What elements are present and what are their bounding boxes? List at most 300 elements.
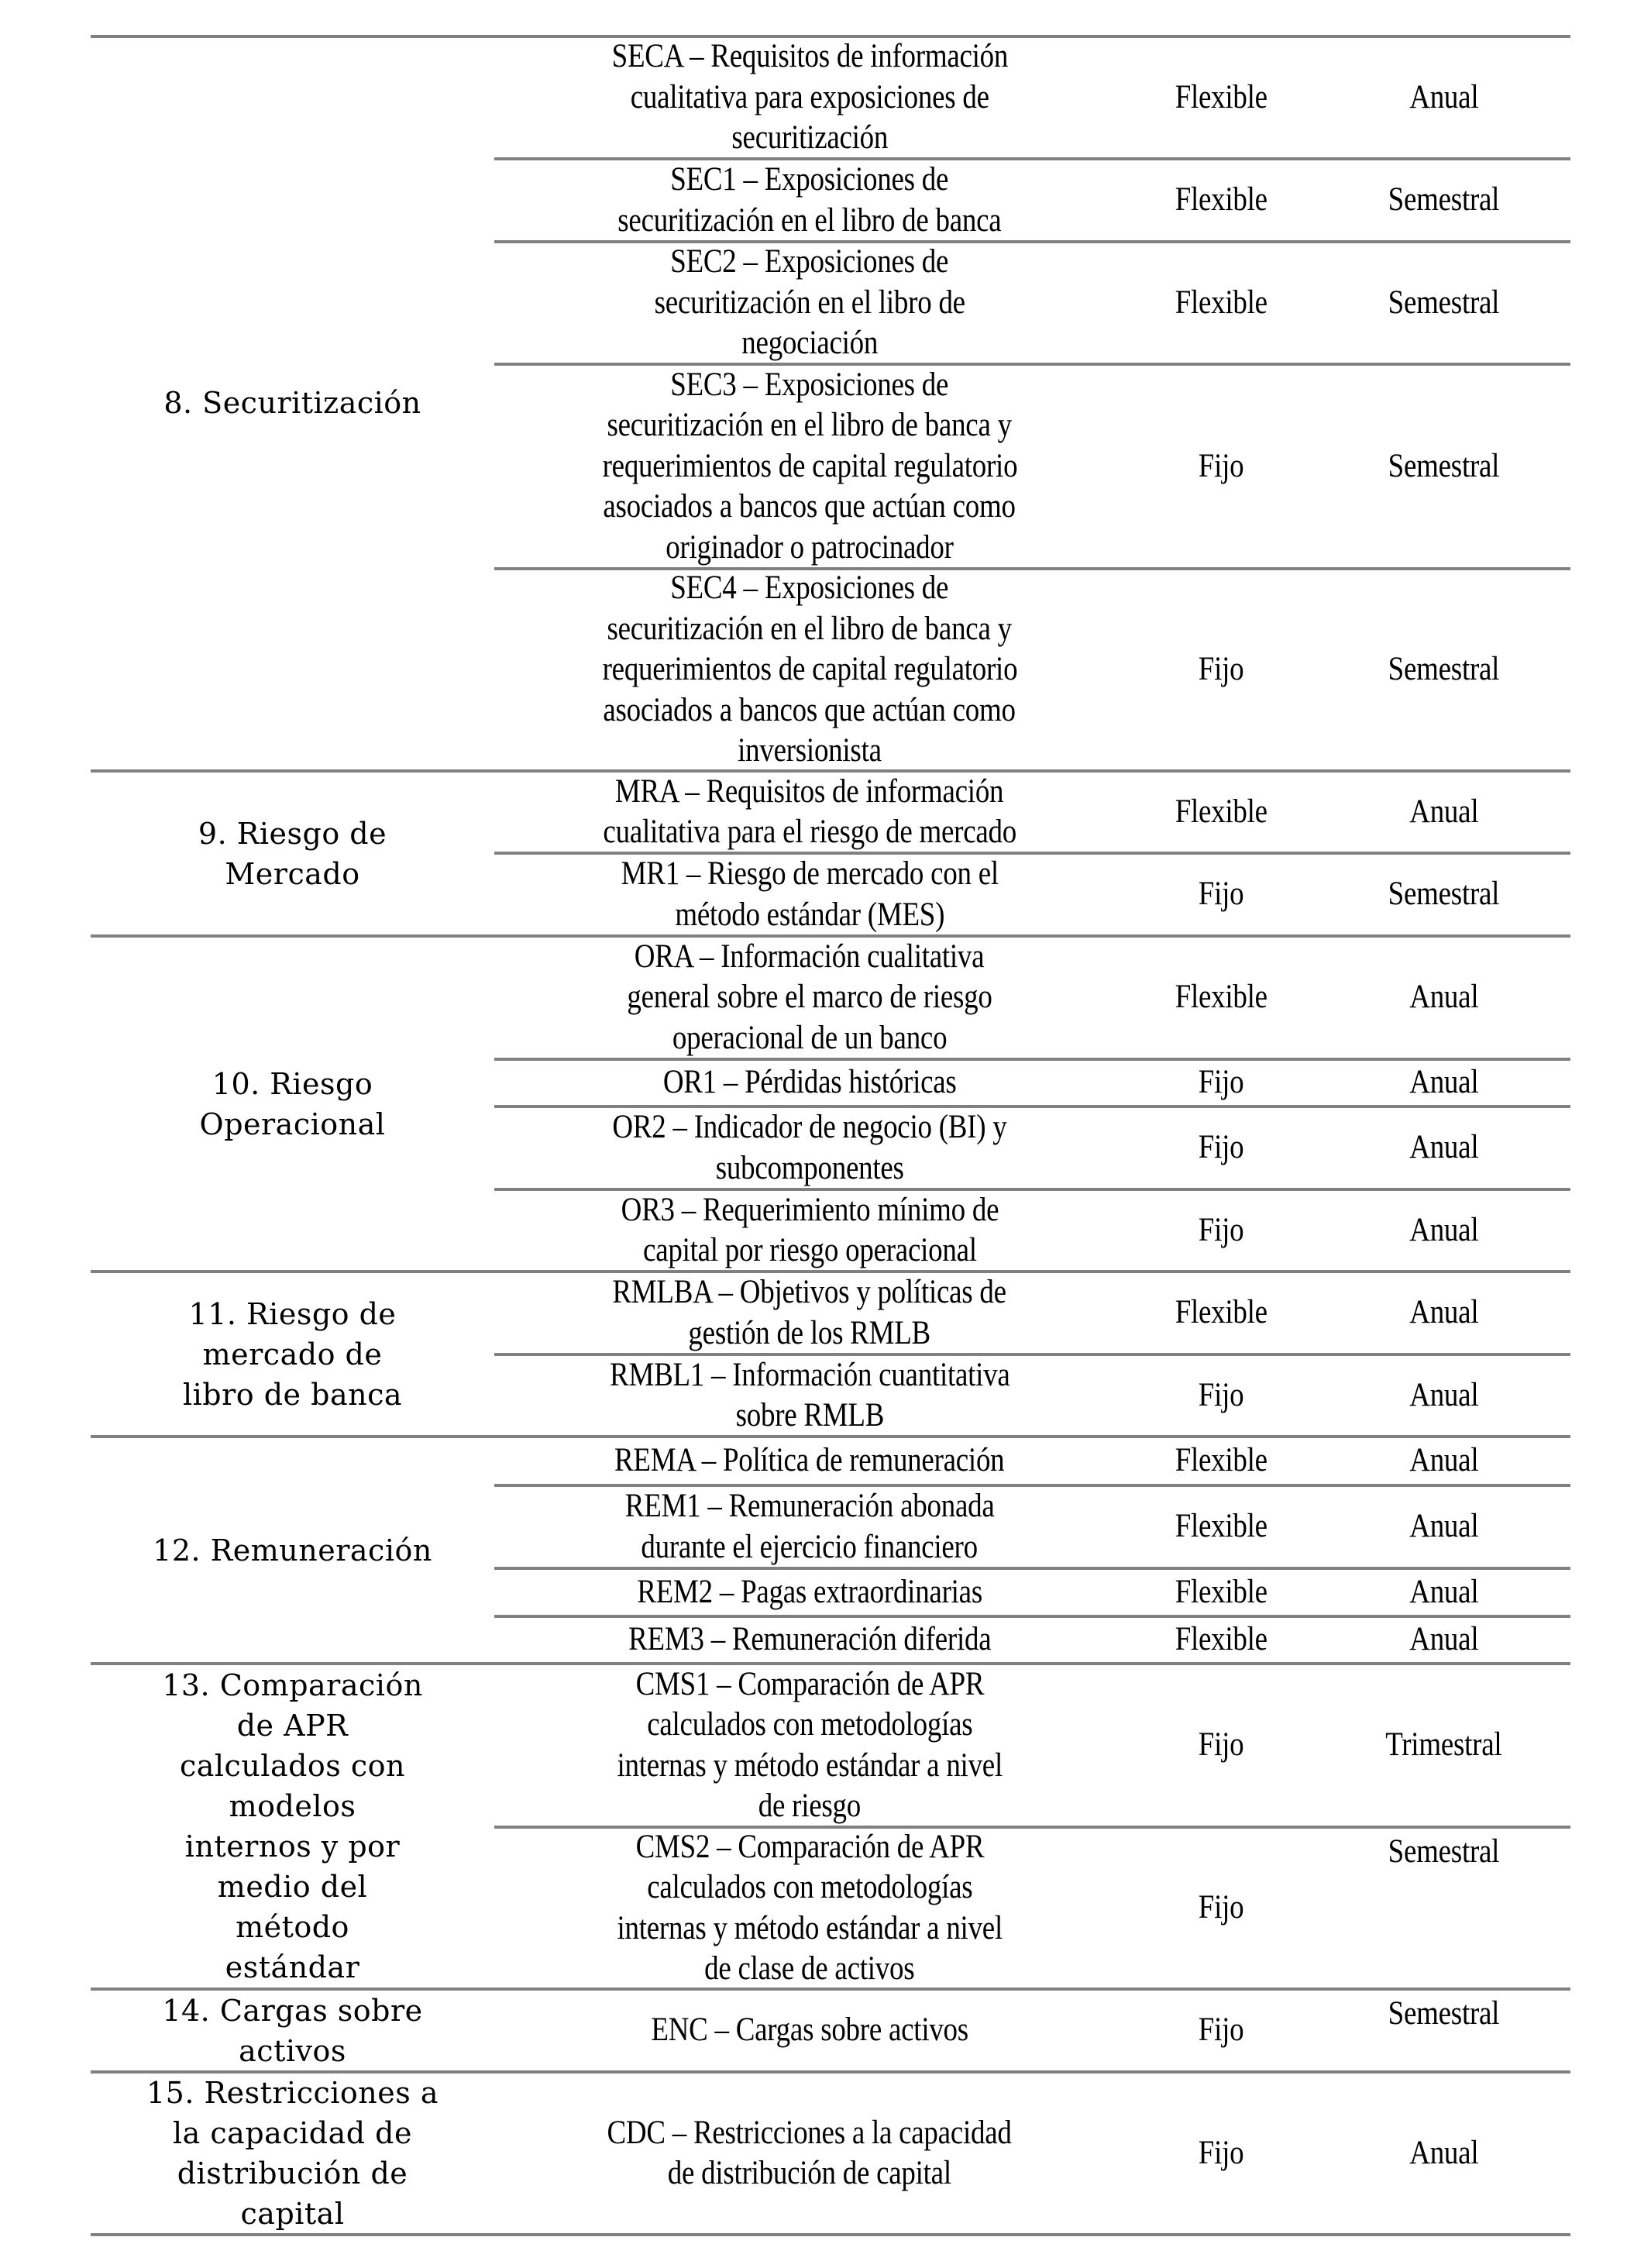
text-line xyxy=(625,2010,994,2051)
requirement-cell xyxy=(494,1568,1125,1616)
text-line xyxy=(185,1826,400,1867)
group-divider xyxy=(91,2233,1570,2236)
text-line xyxy=(229,1786,356,1826)
text-line xyxy=(648,568,971,609)
group-label xyxy=(91,2072,494,2235)
text-line-content: ORA – Información cualitativa xyxy=(635,938,985,975)
text-line xyxy=(599,1619,1020,1661)
text-line-content: RMBL1 – Información cuantitativa xyxy=(609,1356,1010,1393)
format-cell xyxy=(1125,242,1317,364)
format-value xyxy=(1195,1210,1247,1251)
frequency-value xyxy=(1379,1994,1508,2035)
format-cell xyxy=(1125,1272,1317,1354)
text-line-content: durante el ejercicio financiero xyxy=(641,1528,979,1565)
text-line xyxy=(724,1396,896,1437)
text-line-content: 14. Cargas sobre xyxy=(162,1993,423,2028)
requirement-cell xyxy=(494,1485,1125,1568)
format-value xyxy=(1168,1572,1275,1613)
format-value xyxy=(1168,283,1275,324)
text-line-content: securitización en el libro de banca y xyxy=(607,407,1013,444)
requirement-cell xyxy=(494,1827,1125,1989)
frequency-value xyxy=(1404,1127,1484,1168)
text-line xyxy=(173,2113,412,2153)
text-line-content: calculados con xyxy=(179,1749,406,1783)
text-line-content: Mercado xyxy=(225,856,360,891)
frequency-text: Anual xyxy=(1409,979,1479,1016)
text-line-content: inversionista xyxy=(738,732,882,769)
text-line-content: mercado de xyxy=(202,1337,383,1371)
text-line-content: general sobre el marco de riesgo xyxy=(627,979,992,1016)
text-line xyxy=(601,77,1018,119)
frequency-text: Anual xyxy=(1409,1294,1479,1331)
format-value xyxy=(1195,446,1247,487)
text-line xyxy=(590,1190,1030,1231)
frequency-text: Trimestral xyxy=(1385,1726,1502,1764)
text-line-content: Operacional xyxy=(199,1106,386,1141)
format-cell xyxy=(1125,1568,1317,1616)
text-line xyxy=(595,1486,1024,1527)
frequency-cell xyxy=(1317,1189,1570,1272)
requirement-cell xyxy=(494,1989,1125,2072)
frequency-text: Semestral xyxy=(1388,447,1500,484)
requirement-cell xyxy=(494,36,1125,159)
frequency-text: Semestral xyxy=(1388,181,1500,219)
frequency-value xyxy=(1379,446,1508,487)
frequency-text: Anual xyxy=(1409,1064,1479,1101)
text-line-content: MR1 – Riesgo de mercado con el xyxy=(621,855,999,892)
text-line xyxy=(648,160,971,201)
text-line xyxy=(719,118,901,159)
format-text: Flexible xyxy=(1175,1573,1267,1610)
frequency-cell xyxy=(1317,1272,1570,1354)
format-text: Fijo xyxy=(1198,1889,1244,1926)
text-line xyxy=(236,1907,349,1947)
text-line xyxy=(212,1064,373,1104)
frequency-text: Anual xyxy=(1409,1442,1479,1479)
text-line-content: internas y método estándar a nivel xyxy=(617,1747,1003,1784)
frequency-value xyxy=(1404,2133,1484,2174)
text-line-content: SEC1 – Exposiciones de xyxy=(670,161,949,198)
text-line xyxy=(574,405,1044,446)
requirement-cell xyxy=(494,242,1125,364)
frequency-text: Anual xyxy=(1409,1508,1479,1545)
format-text: Fijo xyxy=(1198,2012,1244,2049)
text-line-content: 12. Remuneración xyxy=(153,1533,432,1568)
requirement-cell xyxy=(494,771,1125,853)
frequency-text: Semestral xyxy=(1388,1833,1500,1870)
text-line xyxy=(597,977,1022,1018)
requirement-cell xyxy=(494,1664,1125,1827)
text-line-content: operacional de un banco xyxy=(672,1019,948,1056)
text-line xyxy=(687,1949,931,1990)
group-label xyxy=(91,1272,494,1437)
format-text: Fijo xyxy=(1198,1726,1244,1764)
text-line xyxy=(642,528,977,569)
frequency-cell xyxy=(1317,853,1570,936)
frequency-value xyxy=(1404,1440,1484,1482)
frequency-text: Anual xyxy=(1409,1376,1479,1413)
frequency-text: Semestral xyxy=(1388,1995,1500,2032)
text-line-content: requerimientos de capital regulatorio xyxy=(602,651,1017,688)
text-line xyxy=(700,1148,919,1189)
text-line xyxy=(183,1375,402,1415)
requirement-cell xyxy=(494,853,1125,936)
format-cell xyxy=(1125,1106,1317,1189)
text-line-content: OR3 – Requerimiento mínimo de xyxy=(621,1191,999,1228)
text-line xyxy=(225,1947,360,1988)
text-line xyxy=(580,1107,1039,1148)
text-line xyxy=(607,1664,1013,1705)
text-line xyxy=(590,854,1030,895)
format-cell xyxy=(1125,1485,1317,1568)
frequency-value xyxy=(1376,1725,1512,1766)
text-line-content: SEC2 – Exposiciones de xyxy=(670,243,949,280)
format-cell xyxy=(1125,569,1317,771)
requirement-cell xyxy=(494,936,1125,1059)
text-line xyxy=(198,814,387,854)
text-line-content: calculados con metodologías xyxy=(646,1869,973,1905)
text-line-content: OR1 – Pérdidas históricas xyxy=(662,1064,957,1101)
text-line xyxy=(583,1440,1036,1482)
text-line xyxy=(237,1705,349,1746)
format-value xyxy=(1168,1506,1275,1547)
text-line-content: SEC4 – Exposiciones de xyxy=(670,570,949,607)
frequency-cell xyxy=(1317,2072,1570,2235)
requirement-cell xyxy=(494,159,1125,242)
frequency-cell xyxy=(1317,936,1570,1059)
format-value xyxy=(1168,77,1275,119)
requirement-cell xyxy=(494,1616,1125,1664)
frequency-value xyxy=(1379,649,1508,690)
format-cell xyxy=(1125,853,1317,936)
group-label xyxy=(91,1664,494,1989)
text-line-content: securitización en el libro de xyxy=(654,284,965,321)
text-line xyxy=(153,1530,432,1571)
frequency-cell xyxy=(1317,159,1570,242)
frequency-cell xyxy=(1317,1485,1570,1568)
group-label xyxy=(91,364,494,442)
text-line xyxy=(639,1062,980,1103)
format-text: Fijo xyxy=(1198,1064,1244,1101)
frequency-value xyxy=(1404,1292,1484,1334)
frequency-text: Anual xyxy=(1409,1573,1479,1610)
format-value xyxy=(1195,1888,1247,1929)
text-line-content: cualitativa para exposiciones de xyxy=(630,78,989,115)
requirement-cell xyxy=(494,1272,1125,1354)
text-line xyxy=(569,487,1049,528)
frequency-value xyxy=(1379,1832,1508,1873)
text-line xyxy=(586,1746,1034,1787)
text-line-content: asociados a bancos que actúan como xyxy=(603,691,1016,728)
format-value xyxy=(1195,2010,1247,2051)
frequency-text: Semestral xyxy=(1388,651,1500,688)
text-line xyxy=(614,1527,1005,1568)
text-line-content: asociados a bancos que actúan como xyxy=(603,488,1016,525)
text-line-content: de APR xyxy=(236,1709,349,1743)
format-text: Fijo xyxy=(1198,2134,1244,2171)
frequency-value xyxy=(1404,1062,1484,1103)
text-line xyxy=(218,1867,367,1907)
text-line xyxy=(586,201,1033,242)
format-value xyxy=(1195,1127,1247,1168)
text-line-content: calculados con metodologías xyxy=(646,1706,973,1743)
text-line-content: 11. Riesgo de xyxy=(188,1296,397,1331)
text-line-content: medio del xyxy=(217,1870,368,1904)
format-text: Flexible xyxy=(1175,1294,1267,1331)
text-line-content: 13. Comparación xyxy=(162,1668,423,1702)
text-line-content: negociación xyxy=(741,325,878,362)
text-line xyxy=(731,323,889,364)
frequency-value xyxy=(1404,1506,1484,1547)
frequency-text: Anual xyxy=(1409,78,1479,115)
text-line xyxy=(616,1230,1004,1272)
text-line-content: capital por riesgo operacional xyxy=(642,1232,977,1268)
frequency-text: Anual xyxy=(1409,2134,1479,2171)
text-line xyxy=(629,283,990,324)
requirement-cell xyxy=(494,1354,1125,1437)
group-label xyxy=(91,771,494,936)
text-line xyxy=(586,1908,1034,1950)
text-line-content: libro de banca xyxy=(182,1377,403,1412)
text-line xyxy=(669,1313,950,1354)
text-line-content: securitización xyxy=(731,119,888,157)
text-line xyxy=(574,2113,1044,2154)
text-line-content: modelos xyxy=(229,1789,356,1823)
format-cell xyxy=(1125,1354,1317,1437)
format-value xyxy=(1195,1725,1247,1766)
frequency-cell xyxy=(1317,1832,1570,1994)
group-label xyxy=(91,936,494,1272)
frequency-value xyxy=(1404,77,1484,119)
format-cell xyxy=(1125,1437,1317,1485)
text-line-content: 10. Riesgo xyxy=(212,1066,373,1101)
format-text: Flexible xyxy=(1175,1442,1267,1479)
requirement-cell xyxy=(494,2072,1125,2235)
frequency-text: Anual xyxy=(1409,793,1479,830)
format-value xyxy=(1195,649,1247,690)
frequency-cell xyxy=(1317,1059,1570,1106)
text-line xyxy=(239,2031,346,2071)
frequency-cell xyxy=(1317,1994,1570,2077)
text-line-content: REMA – Política de remuneración xyxy=(614,1442,1005,1479)
text-line-content: RMLBA – Objetivos y políticas de xyxy=(612,1274,1007,1310)
frequency-cell xyxy=(1317,1568,1570,1616)
frequency-cell xyxy=(1317,242,1570,364)
format-cell xyxy=(1125,1189,1317,1272)
text-line-content: requerimientos de capital regulatorio xyxy=(602,447,1017,484)
frequency-value xyxy=(1404,1210,1484,1251)
format-value xyxy=(1195,1375,1247,1416)
format-cell xyxy=(1125,2072,1317,2235)
format-cell xyxy=(1125,1989,1317,2072)
frequency-cell xyxy=(1317,1664,1570,1827)
frequency-cell xyxy=(1317,36,1570,159)
text-line-content: CMS2 – Comparación de APR xyxy=(635,1828,984,1865)
text-line xyxy=(163,383,421,423)
text-line-content: distribución de xyxy=(177,2156,408,2191)
format-cell xyxy=(1125,1827,1317,1989)
requirement-cell xyxy=(494,1437,1125,1485)
text-line xyxy=(225,854,359,894)
frequency-value xyxy=(1379,283,1508,324)
format-text: Flexible xyxy=(1175,793,1267,830)
format-value xyxy=(1195,1062,1247,1103)
text-line-content: internos y por xyxy=(184,1829,401,1864)
format-value xyxy=(1195,2133,1247,2174)
frequency-value xyxy=(1404,792,1484,833)
text-line-content: subcomponentes xyxy=(715,1149,904,1186)
text-line xyxy=(648,365,971,406)
frequency-cell xyxy=(1317,1616,1570,1664)
text-line-content: securitización en el libro de banca y xyxy=(607,610,1013,647)
format-value xyxy=(1168,180,1275,221)
frequency-value xyxy=(1379,180,1508,221)
text-line-content: método estándar (MES) xyxy=(675,896,944,933)
text-line-content: originador o patrocinador xyxy=(666,528,954,566)
frequency-cell xyxy=(1317,1106,1570,1189)
text-line-content: REM3 – Remuneración diferida xyxy=(628,1621,992,1658)
text-line xyxy=(606,937,1013,978)
format-cell xyxy=(1125,36,1317,159)
text-line xyxy=(607,1827,1013,1868)
text-line-content: estándar xyxy=(225,1950,360,1984)
text-line-content: de riesgo xyxy=(758,1788,862,1824)
text-line-content: de clase de activos xyxy=(704,1950,915,1987)
format-text: Fijo xyxy=(1198,1129,1244,1166)
requirement-cell xyxy=(494,1106,1125,1189)
text-line-content: SECA – Requisitos de información xyxy=(611,38,1008,75)
format-cell xyxy=(1125,1059,1317,1106)
text-line-content: 8. Securitización xyxy=(163,386,421,420)
format-cell xyxy=(1125,936,1317,1059)
format-value xyxy=(1168,977,1275,1018)
text-line xyxy=(750,1786,869,1827)
format-text: Fijo xyxy=(1198,1376,1244,1413)
format-text: Flexible xyxy=(1175,1621,1267,1658)
text-line-content: sobre RMLB xyxy=(735,1397,884,1433)
format-text: Flexible xyxy=(1175,181,1267,219)
text-line-content: CDC – Restricciones a la capacidad xyxy=(607,2114,1013,2151)
text-line xyxy=(621,1867,999,1908)
format-value xyxy=(1168,1619,1275,1661)
text-line xyxy=(621,1705,999,1746)
text-line-content: método xyxy=(236,1910,349,1944)
text-line xyxy=(162,1665,423,1705)
text-line xyxy=(200,1104,386,1144)
text-line xyxy=(648,242,971,283)
frequency-text: Anual xyxy=(1409,1211,1479,1248)
text-line-content: SEC3 – Exposiciones de xyxy=(670,366,949,403)
format-cell xyxy=(1125,364,1317,569)
text-line-content: la capacidad de xyxy=(173,2116,412,2150)
requirement-cell xyxy=(494,1059,1125,1106)
text-line xyxy=(580,1272,1038,1313)
text-line xyxy=(650,1018,969,1059)
text-line-content: ENC – Cargas sobre activos xyxy=(651,2012,968,2049)
frequency-text: Anual xyxy=(1409,1621,1479,1658)
format-value xyxy=(1168,1292,1275,1334)
format-text: Fijo xyxy=(1198,876,1244,913)
text-line xyxy=(577,1355,1043,1396)
text-line-content: cualitativa para el riesgo de mercado xyxy=(603,814,1016,850)
text-line-content: 15. Restricciones a xyxy=(146,2076,439,2110)
frequency-value xyxy=(1379,874,1508,915)
text-line xyxy=(569,649,1051,690)
format-text: Fijo xyxy=(1198,447,1244,484)
frequency-value xyxy=(1404,1572,1484,1613)
text-line xyxy=(241,2194,345,2234)
format-text: Flexible xyxy=(1175,284,1267,321)
text-line xyxy=(162,1991,422,2031)
text-line xyxy=(569,812,1050,853)
requirement-cell xyxy=(494,569,1125,771)
text-line-content: internas y método estándar a nivel xyxy=(617,1909,1003,1946)
frequency-text: Anual xyxy=(1409,1129,1479,1166)
format-text: Flexible xyxy=(1175,78,1267,115)
text-line xyxy=(583,772,1035,813)
frequency-cell xyxy=(1317,1354,1570,1437)
text-line-content: activos xyxy=(239,2033,346,2068)
text-line-content: gestión de los RMLB xyxy=(688,1314,931,1351)
format-cell xyxy=(1125,771,1317,853)
format-cell xyxy=(1125,1616,1317,1664)
text-line xyxy=(180,1746,405,1786)
text-line xyxy=(609,1572,1010,1613)
requirement-cell xyxy=(494,364,1125,569)
text-line-content: MRA – Requisitos de información xyxy=(615,773,1004,810)
format-value xyxy=(1195,874,1247,915)
frequency-cell xyxy=(1317,1437,1570,1485)
format-text: Flexible xyxy=(1175,979,1267,1016)
text-line xyxy=(177,2153,408,2194)
frequency-value xyxy=(1404,977,1484,1018)
frequency-text: Semestral xyxy=(1388,284,1500,321)
text-line-content: REM2 – Pagas extraordinarias xyxy=(637,1573,982,1610)
text-line xyxy=(726,731,893,772)
text-line xyxy=(574,609,1044,650)
frequency-text: Semestral xyxy=(1388,876,1500,913)
requirement-cell xyxy=(494,1189,1125,1272)
text-line xyxy=(569,690,1049,731)
format-text: Fijo xyxy=(1198,651,1244,688)
text-line-content: securitización en el libro de banca xyxy=(617,201,1002,239)
group-label xyxy=(91,1437,494,1664)
format-value xyxy=(1168,1440,1275,1482)
text-line-content: REM1 – Remuneración abonada xyxy=(624,1488,995,1524)
format-cell xyxy=(1125,1664,1317,1827)
text-line-content: capital xyxy=(240,2197,345,2231)
text-line xyxy=(580,36,1040,77)
frequency-value xyxy=(1404,1375,1484,1416)
text-line xyxy=(146,2073,439,2113)
text-line xyxy=(203,1334,383,1375)
format-value xyxy=(1168,792,1275,833)
frequency-cell xyxy=(1317,771,1570,853)
frequency-cell xyxy=(1317,569,1570,771)
text-line xyxy=(653,895,967,936)
text-line-content: de distribución de capital xyxy=(667,2155,952,2191)
text-line xyxy=(189,1294,397,1334)
group-label xyxy=(91,1989,494,2072)
text-line-content: 9. Riesgo de xyxy=(198,816,387,851)
text-line-content: OR2 – Indicador de negocio (BI) y xyxy=(612,1109,1007,1145)
format-cell xyxy=(1125,159,1317,242)
frequency-cell xyxy=(1317,364,1570,569)
text-line-content: CMS1 – Comparación de APR xyxy=(635,1665,984,1702)
text-line xyxy=(569,446,1051,487)
frequency-value xyxy=(1404,1619,1484,1661)
format-text: Flexible xyxy=(1175,1508,1267,1545)
